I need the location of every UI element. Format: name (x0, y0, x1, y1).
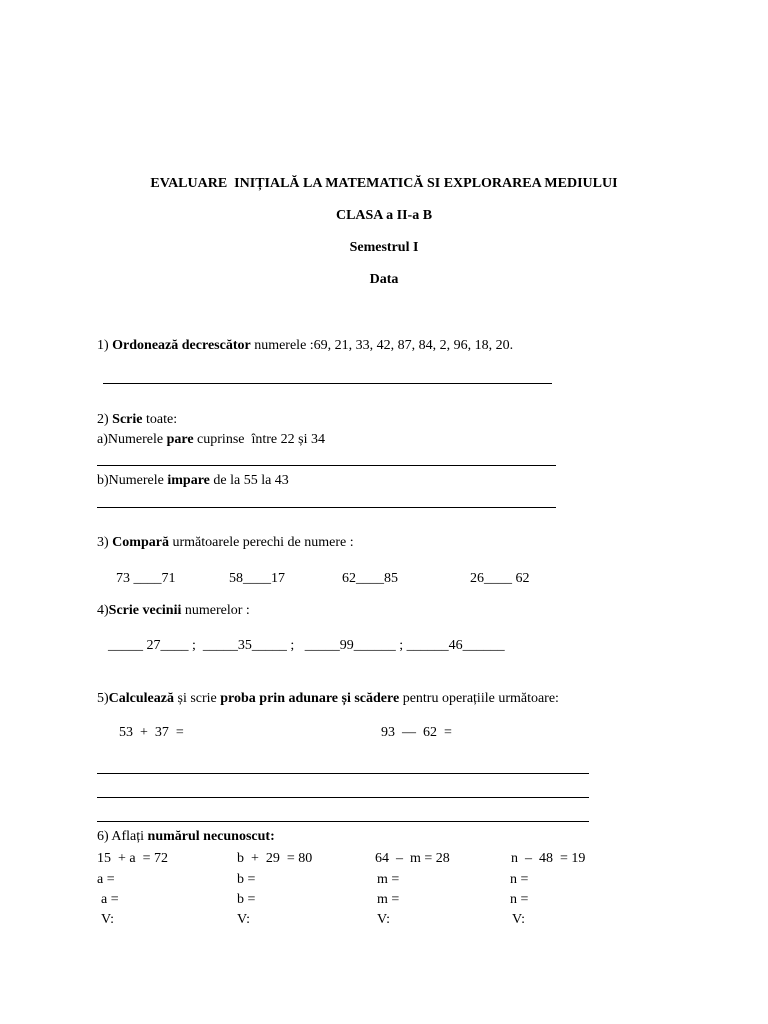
question-1 (97, 338, 513, 354)
operation-1: 53 + 37 = (119, 725, 184, 740)
answer-line[interactable] (103, 383, 552, 384)
question-2a (97, 432, 325, 448)
q6-bold: numărul necunoscut (147, 829, 271, 844)
answer-line[interactable] (97, 507, 556, 508)
compare-pair[interactable]: 26____ 62 (470, 571, 530, 586)
equation: b + 29 = 80 (237, 851, 313, 866)
class-label: CLASA a II-a B (335, 208, 433, 223)
answer-line[interactable] (97, 773, 589, 774)
q2-bold: Scrie (112, 412, 143, 427)
compare-pair[interactable]: 58____17 (229, 571, 285, 586)
q5-number: 5) (97, 691, 109, 706)
question-4 (97, 603, 250, 619)
q2a-bold: pare (166, 432, 194, 447)
q1-bold: Ordonează decrescător (112, 338, 251, 353)
answer-field[interactable]: m = (377, 892, 400, 907)
page-title: EVALUARE INIȚIALĂ LA MATEMATICĂ SI EXPLORAREA MEDIULUI (150, 176, 618, 191)
q2b-bold: impare (167, 473, 210, 488)
q2b-text: de la 55 la 43 (209, 473, 289, 488)
q2a-text: cuprinse între 22 și 34 (193, 432, 325, 447)
q4-number: 4) (97, 603, 109, 618)
q2b-prefix: b)Numerele (97, 473, 168, 488)
semester-label: Semestrul I (349, 240, 419, 255)
question-3 (97, 535, 354, 551)
operation-2: 93 — 62 = (381, 725, 452, 740)
q3-bold: Compară (112, 535, 169, 550)
q2-text: toate: (142, 412, 178, 427)
answer-line[interactable] (97, 797, 589, 798)
q6-colon: : (270, 829, 275, 844)
equation: 15 + a = 72 (97, 851, 169, 866)
answer-field[interactable]: m = (377, 872, 400, 887)
date-label: Data (369, 272, 399, 287)
answer-line[interactable] (97, 465, 556, 466)
question-5 (97, 691, 559, 707)
compare-pair[interactable]: 62____85 (342, 571, 398, 586)
verification-field[interactable]: V: (237, 912, 250, 927)
q5-bold-1: Calculează (108, 691, 174, 706)
answer-line[interactable] (97, 821, 589, 822)
verification-field[interactable]: V: (512, 912, 525, 927)
q4-bold: Scrie vecinii (108, 603, 182, 618)
verification-field[interactable]: V: (377, 912, 390, 927)
question-2b (97, 473, 289, 489)
question-6 (97, 829, 275, 845)
q4-text: numerelor : (181, 603, 250, 618)
q6-number: 6) Aflați (97, 829, 148, 844)
neighbors-line[interactable]: _____ 27____ ; _____35_____ ; _____99______ ; ______46______ (108, 638, 505, 653)
q3-number: 3) (97, 535, 113, 550)
answer-field[interactable]: b = (237, 892, 256, 907)
answer-field[interactable]: b = (237, 872, 256, 887)
compare-pair[interactable]: 73 ____71 (116, 571, 176, 586)
q5-bold-2: proba prin adunare și scădere (220, 691, 400, 706)
q5-mid-text: și scrie (174, 691, 221, 706)
answer-field[interactable]: a = (97, 872, 115, 887)
answer-field[interactable]: n = (510, 892, 529, 907)
q2a-prefix: a)Numerele (97, 432, 167, 447)
q2-number: 2) (97, 412, 113, 427)
answer-field[interactable]: n = (510, 872, 529, 887)
verification-field[interactable]: V: (101, 912, 114, 927)
equation: 64 – m = 28 (375, 851, 450, 866)
equation: n – 48 = 19 (511, 851, 586, 866)
q1-text: numerele :69, 21, 33, 42, 87, 84, 2, 96, 18, 20. (250, 338, 514, 353)
q1-number: 1) (97, 338, 113, 353)
q3-text: următoarele perechi de numere : (168, 535, 354, 550)
question-2 (97, 412, 177, 428)
q5-text: pentru operațiile următoare: (399, 691, 559, 706)
answer-field[interactable]: a = (101, 892, 119, 907)
